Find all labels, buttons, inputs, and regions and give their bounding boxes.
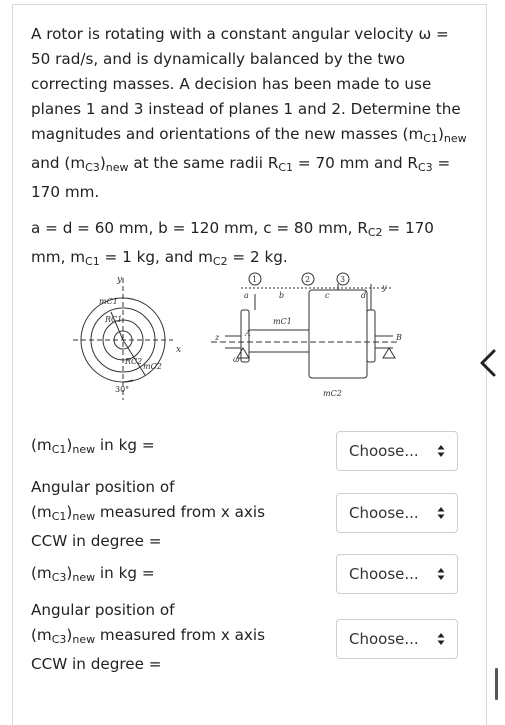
up-down-arrows-icon bbox=[437, 506, 445, 520]
question-card bbox=[12, 4, 487, 725]
scrollbar[interactable] bbox=[495, 668, 498, 700]
plane-2-label: 2 bbox=[305, 275, 311, 284]
dim-b-label: b bbox=[279, 291, 285, 300]
end-view bbox=[73, 278, 173, 400]
rc2-label: RC2 bbox=[125, 357, 143, 366]
up-down-arrows-icon bbox=[437, 567, 445, 581]
up-down-arrows-icon bbox=[437, 444, 445, 458]
bearing-a-label: A bbox=[245, 329, 251, 338]
mc2-side-label: mC2 bbox=[323, 389, 342, 398]
y-axis-label: y bbox=[117, 275, 123, 285]
dim-d-label: d bbox=[361, 291, 367, 300]
chevron-left-icon[interactable] bbox=[476, 348, 502, 378]
problem-statement: A rotor is rotating with a constant angular velocity ω = 50 rad/s, and is dynamically balanced by the two correcting masses. A decision has been made to use planes 1 and 3 instead of planes 1 and 2. Determine the magnitudes and orientations of the new masses $(m_{C1})_{new}$ and $(m_{C3})_{new}$ at the same radii $R_{C1} = 70$ mm and $R_{C3} = 170$ mm. bbox=[31, 25, 467, 201]
up-down-arrows-icon bbox=[437, 632, 445, 646]
given-values: a = d = 60 mm, b = 120 mm, c = 80 mm, $R_{C2} = 170$ mm, $m_{C1} = 1$ kg, and $m_{C2} = 2$ kg. bbox=[31, 219, 434, 268]
answer-2-label: Angular position of $(m_{C1})_{new}$ measured from x axis CCW in degree = bbox=[31, 478, 266, 550]
mc1-label: mC1 bbox=[99, 297, 118, 306]
bearing-b-label: B bbox=[396, 333, 402, 342]
rc1-label: RC1 bbox=[105, 315, 123, 324]
answer-3-select[interactable]: Choose... bbox=[336, 554, 458, 594]
rotor-diagram bbox=[63, 270, 423, 405]
dim-c-label: c bbox=[325, 291, 330, 300]
x-axis-label: x bbox=[176, 345, 182, 355]
answer-3-label: $(m_{C3})_{new}$ in kg = bbox=[31, 564, 155, 584]
answer-4-label: Angular position of $(m_{C3})_{new}$ measured from x axis CCW in degree = bbox=[31, 601, 266, 673]
mc2-label: mC2 bbox=[143, 362, 162, 371]
omega-label: ω bbox=[233, 355, 240, 364]
angle-label: 30° bbox=[115, 385, 130, 394]
mc1-side-label: mC1 bbox=[273, 317, 292, 326]
z-axis-label: z bbox=[215, 333, 220, 342]
question-text bbox=[31, 22, 471, 274]
answer-4-select[interactable]: Choose... bbox=[336, 619, 458, 659]
plane-3-label: 3 bbox=[340, 275, 346, 284]
dim-a-label: a bbox=[244, 291, 249, 300]
answer-2-select[interactable]: Choose... bbox=[336, 493, 458, 533]
plane-1-label: 1 bbox=[252, 275, 258, 284]
answer-1-select[interactable]: Choose... bbox=[336, 431, 458, 471]
answer-1-label: $(m_{C1})_{new}$ in kg = bbox=[31, 436, 155, 456]
y-axis-side-label: y bbox=[382, 283, 387, 292]
